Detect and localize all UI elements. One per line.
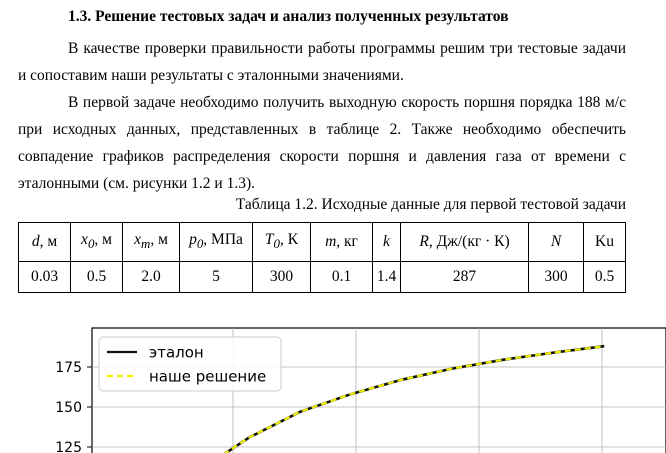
y-tick-label: 150 [55,400,82,416]
input-data-table [18,222,626,293]
value-cell-d: 0.03 [19,262,71,293]
value-cell-x0: 0.5 [71,262,123,293]
header-cell-p0: $p_0$, МПа [180,223,253,262]
value-cell-m: 0.1 [311,262,373,293]
y-tick-label: 175 [55,360,82,376]
header-cell-k: k [373,223,401,262]
header-cell-ku: Ku [584,223,626,262]
legend-label-etalon: эталон [149,343,204,362]
value-cell-r: 287 [401,262,529,293]
value-cell-p0: 5 [180,262,253,293]
value-cell-xm: 2.0 [123,262,180,293]
value-cell-n: 300 [529,262,584,293]
header-cell-n: N [529,223,584,262]
paragraph-task-one: В первой задаче необходимо получить выходную скорость поршня порядка 188 м/с при исходных данных, представленных в таблице 2. Также необходимо обеспечить совпадение графиков распределения скорости поршня и давления газа от времени с эталонными (см. рисунки 1.2 и 1.3). [18,94,626,192]
paragraph-intro: В качестве проверки правильности работы программы решим три тестовые задачи и сопоставим наши результаты с эталонными значениями. [18,40,626,84]
value-cell-k: 1.4 [373,262,401,293]
y-tick-label: 125 [55,440,82,453]
table-header-row [19,223,626,262]
chart-legend [99,337,281,391]
y-axis-ticks [55,360,92,453]
value-cell-ku: 0.5 [584,262,626,293]
header-cell-x0: $x_0$, м [71,223,123,262]
legend-label-our-solution: наше решение [149,367,267,386]
value-cell-t0: 300 [253,262,311,293]
header-cell-xm: $x_m$, м [123,223,180,262]
section-heading: 1.3. Решение тестовых задач и анализ полученных результатов [68,8,509,25]
table-caption: Таблица 1.2. Исходные данные для первой тестовой задачи [235,196,626,213]
header-cell-t0: $T_0$, К [253,223,311,262]
header-cell-r: R, Дж/(кг · К) [401,223,529,262]
header-cell-d: d, м [19,223,71,262]
table-values-row [19,262,626,293]
header-cell-m: m, кг [311,223,373,262]
velocity-chart [0,300,666,453]
